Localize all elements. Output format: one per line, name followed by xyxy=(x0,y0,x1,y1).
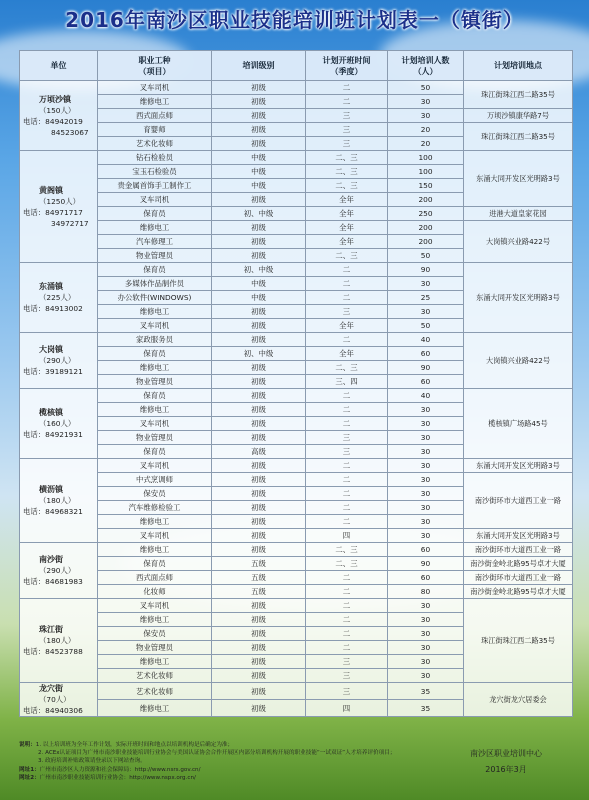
job-cell: 西式面点师 xyxy=(98,109,212,123)
time-cell: 二 xyxy=(306,389,388,403)
count-cell: 60 xyxy=(388,543,464,557)
job-cell: 保安员 xyxy=(98,487,212,501)
web1-link[interactable]: 广州市南沙区人力资源和社会保障局：http://www.nsrs.gov.cn/ xyxy=(39,766,201,773)
level-cell: 五级 xyxy=(212,571,306,585)
unit-name: 大岗镇 xyxy=(39,345,63,354)
time-cell: 全年 xyxy=(306,319,388,333)
time-cell: 全年 xyxy=(306,235,388,249)
location-cell: 南沙街环市大道西工业一路 xyxy=(464,571,573,585)
count-cell: 30 xyxy=(388,599,464,613)
level-cell: 初级 xyxy=(212,655,306,669)
level-cell: 高级 xyxy=(212,445,306,459)
unit-phone: 电话：84971717 xyxy=(23,207,83,217)
unit-phone: 电话：84940306 xyxy=(23,706,83,715)
level-cell: 初级 xyxy=(212,669,306,683)
unit-phone: 电话：84942019 xyxy=(23,116,83,126)
time-cell: 全年 xyxy=(306,221,388,235)
job-cell: 育婴师 xyxy=(98,123,212,137)
count-cell: 90 xyxy=(388,263,464,277)
count-cell: 60 xyxy=(388,571,464,585)
location-cell: 万顷沙镇康华路7号 xyxy=(464,109,573,123)
level-cell: 初级 xyxy=(212,417,306,431)
level-cell: 初级 xyxy=(212,193,306,207)
col-header-count-text: 计划培训人数 （人） xyxy=(401,55,450,76)
level-cell: 初级 xyxy=(212,459,306,473)
location-cell: 南沙街环市大道西工业一路 xyxy=(464,543,573,557)
location-cell: 大岗镇兴业路422号 xyxy=(464,333,573,389)
count-cell: 30 xyxy=(388,613,464,627)
level-cell: 初级 xyxy=(212,305,306,319)
unit-count: （160人） xyxy=(39,419,76,428)
count-cell: 30 xyxy=(388,305,464,319)
level-cell: 中级 xyxy=(212,277,306,291)
notes xyxy=(19,741,419,782)
job-cell: 维修电工 xyxy=(98,515,212,529)
job-cell: 保育员 xyxy=(98,347,212,361)
time-cell: 三、四 xyxy=(306,375,388,389)
level-cell: 初级 xyxy=(212,473,306,487)
job-cell: 维修电工 xyxy=(98,95,212,109)
job-cell: 办公软件(WINDOWS) xyxy=(98,291,212,305)
col-header-count xyxy=(388,51,464,81)
note-line xyxy=(19,741,419,749)
time-cell: 二 xyxy=(306,95,388,109)
level-cell: 初级 xyxy=(212,235,306,249)
time-cell: 二 xyxy=(306,81,388,95)
unit-count: （290人） xyxy=(39,356,76,365)
unit-name: 横沥镇 xyxy=(39,485,63,494)
count-cell: 200 xyxy=(388,193,464,207)
col-header-job-text: 职业工种 （项目） xyxy=(138,55,171,76)
level-cell: 初级 xyxy=(212,95,306,109)
unit-cell xyxy=(20,683,98,717)
job-cell: 西式面点师 xyxy=(98,571,212,585)
level-cell: 初级 xyxy=(212,627,306,641)
time-cell: 二、三 xyxy=(306,249,388,263)
unit-cell xyxy=(20,389,98,459)
time-cell: 全年 xyxy=(306,207,388,221)
count-cell: 20 xyxy=(388,123,464,137)
location-cell: 珠江街珠江西二路35号 xyxy=(464,81,573,109)
level-cell: 初级 xyxy=(212,319,306,333)
count-cell: 50 xyxy=(388,319,464,333)
table-row xyxy=(20,571,573,585)
col-header-location: 计划培训地点 xyxy=(464,51,573,81)
level-cell: 初级 xyxy=(212,361,306,375)
unit-count: （1250人） xyxy=(39,196,80,206)
level-cell: 初级 xyxy=(212,700,306,717)
notes-label: 说明： xyxy=(19,742,36,748)
location-cell: 东涌大同开发区光明路3号 xyxy=(464,529,573,543)
level-cell: 中级 xyxy=(212,179,306,193)
unit-cell xyxy=(20,151,98,263)
level-cell: 初级 xyxy=(212,543,306,557)
level-cell: 中级 xyxy=(212,151,306,165)
time-cell: 四 xyxy=(306,700,388,717)
unit-count: （150人） xyxy=(39,105,76,115)
location-cell: 榄核镇广场路45号 xyxy=(464,389,573,459)
job-cell: 维修电工 xyxy=(98,403,212,417)
count-cell: 200 xyxy=(388,235,464,249)
count-cell: 30 xyxy=(388,627,464,641)
table-row xyxy=(20,543,573,557)
time-cell: 三 xyxy=(306,683,388,700)
unit-phone: 电话：84968321 xyxy=(23,507,83,516)
count-cell: 35 xyxy=(388,700,464,717)
unit-phone-2: 34972717 xyxy=(51,218,89,228)
job-cell: 维修电工 xyxy=(98,543,212,557)
location-cell: 东涌大同开发区光明路3号 xyxy=(464,459,573,473)
level-cell: 初级 xyxy=(212,109,306,123)
job-cell: 叉车司机 xyxy=(98,459,212,473)
time-cell: 三 xyxy=(306,431,388,445)
time-cell: 三 xyxy=(306,305,388,319)
job-cell: 叉车司机 xyxy=(98,529,212,543)
count-cell: 100 xyxy=(388,151,464,165)
footer-date: 2016年3月 xyxy=(485,765,527,774)
job-cell: 艺术化妆师 xyxy=(98,137,212,151)
table-header-row xyxy=(20,51,573,81)
count-cell: 40 xyxy=(388,333,464,347)
unit-cell xyxy=(20,459,98,543)
unit-phone: 电话：84913002 xyxy=(23,304,83,313)
time-cell: 二 xyxy=(306,277,388,291)
level-cell: 初、中级 xyxy=(212,207,306,221)
level-cell: 初级 xyxy=(212,249,306,263)
table-row xyxy=(20,151,573,165)
count-cell: 30 xyxy=(388,445,464,459)
level-cell: 初级 xyxy=(212,123,306,137)
job-cell: 维修电工 xyxy=(98,613,212,627)
time-cell: 二、三 xyxy=(306,543,388,557)
time-cell: 三 xyxy=(306,669,388,683)
count-cell: 90 xyxy=(388,557,464,571)
count-cell: 100 xyxy=(388,165,464,179)
unit-count: （180人） xyxy=(39,496,76,505)
level-cell: 初级 xyxy=(212,613,306,627)
col-header-time-text: 计划开班时间 （季度） xyxy=(322,55,371,76)
web1-label: 网址1： xyxy=(19,766,40,773)
unit-count: （180人） xyxy=(39,636,76,645)
plan-table-body xyxy=(20,81,573,717)
job-cell: 宝玉石检验员 xyxy=(98,165,212,179)
table-row xyxy=(20,599,573,613)
time-cell: 三 xyxy=(306,137,388,151)
count-cell: 30 xyxy=(388,487,464,501)
count-cell: 50 xyxy=(388,81,464,95)
time-cell: 二 xyxy=(306,417,388,431)
unit-phone: 电话：84921931 xyxy=(23,430,83,439)
job-cell: 保育员 xyxy=(98,207,212,221)
time-cell: 三 xyxy=(306,123,388,137)
count-cell: 30 xyxy=(388,95,464,109)
location-cell: 珠江街珠江西二路35号 xyxy=(464,599,573,683)
level-cell: 初级 xyxy=(212,487,306,501)
time-cell: 三 xyxy=(306,655,388,669)
count-cell: 30 xyxy=(388,459,464,473)
time-cell: 二 xyxy=(306,571,388,585)
table-row xyxy=(20,207,573,221)
unit-name: 南沙街 xyxy=(39,555,63,564)
count-cell: 25 xyxy=(388,291,464,305)
time-cell: 二 xyxy=(306,473,388,487)
table-row xyxy=(20,585,573,599)
level-cell: 五级 xyxy=(212,557,306,571)
location-cell: 大岗镇兴业路422号 xyxy=(464,221,573,263)
count-cell: 250 xyxy=(388,207,464,221)
unit-cell xyxy=(20,263,98,333)
time-cell: 二、三 xyxy=(306,557,388,571)
time-cell: 全年 xyxy=(306,347,388,361)
col-header-unit: 单位 xyxy=(20,51,98,81)
note-line xyxy=(19,749,419,757)
time-cell: 二 xyxy=(306,403,388,417)
count-cell: 30 xyxy=(388,277,464,291)
time-cell: 二、三 xyxy=(306,151,388,165)
note-line xyxy=(19,757,419,765)
table-row xyxy=(20,333,573,347)
time-cell: 二 xyxy=(306,459,388,473)
count-cell: 30 xyxy=(388,431,464,445)
level-cell: 中级 xyxy=(212,291,306,305)
location-cell: 进港大道皇家花园 xyxy=(464,207,573,221)
level-cell: 五级 xyxy=(212,585,306,599)
unit-name: 珠江街 xyxy=(39,625,63,634)
level-cell: 初、中级 xyxy=(212,347,306,361)
job-cell: 物业管理员 xyxy=(98,641,212,655)
job-cell: 叉车司机 xyxy=(98,599,212,613)
note-text: 3. 政府培训补贴政策请登录以下网站查询。 xyxy=(38,758,146,765)
location-cell: 南沙街环市大道西工业一路 xyxy=(464,473,573,529)
count-cell: 30 xyxy=(388,669,464,683)
count-cell: 30 xyxy=(388,529,464,543)
unit-count: （290人） xyxy=(39,566,76,575)
job-cell: 保育员 xyxy=(98,445,212,459)
unit-name: 黄阁镇 xyxy=(39,185,63,195)
time-cell: 二 xyxy=(306,641,388,655)
plan-table xyxy=(19,50,573,717)
job-cell: 艺术化妆师 xyxy=(98,669,212,683)
job-cell: 多媒体作品制作员 xyxy=(98,277,212,291)
footer-org: 南沙区职业培训中心 xyxy=(470,749,542,758)
level-cell: 初级 xyxy=(212,529,306,543)
level-cell: 初级 xyxy=(212,81,306,95)
time-cell: 二 xyxy=(306,515,388,529)
level-cell: 初级 xyxy=(212,501,306,515)
job-cell: 贵金属首饰手工制作工 xyxy=(98,179,212,193)
job-cell: 物业管理员 xyxy=(98,375,212,389)
col-header-time xyxy=(306,51,388,81)
job-cell: 保安员 xyxy=(98,627,212,641)
time-cell: 二、三 xyxy=(306,179,388,193)
job-cell: 汽车修理工 xyxy=(98,235,212,249)
job-cell: 叉车司机 xyxy=(98,417,212,431)
count-cell: 30 xyxy=(388,515,464,529)
job-cell: 保育员 xyxy=(98,557,212,571)
page-title: 2016年南沙区职业技能培训班计划表一（镇街） xyxy=(65,8,524,32)
unit-name: 榄核镇 xyxy=(39,408,63,417)
table-row xyxy=(20,81,573,95)
time-cell: 二、三 xyxy=(306,165,388,179)
time-cell: 全年 xyxy=(306,193,388,207)
unit-name: 万顷沙镇 xyxy=(39,94,71,104)
table-row xyxy=(20,473,573,487)
count-cell: 60 xyxy=(388,375,464,389)
unit-phone: 电话：84681983 xyxy=(23,577,83,586)
time-cell: 二 xyxy=(306,599,388,613)
time-cell: 二、三 xyxy=(306,361,388,375)
table-row xyxy=(20,221,573,235)
level-cell: 初级 xyxy=(212,431,306,445)
count-cell: 150 xyxy=(388,179,464,193)
note-text: 1. 以上培训班为全年工作计划，实际开班时间和地点以培训机构是后确定为准； xyxy=(35,742,234,748)
unit-cell xyxy=(20,81,98,151)
count-cell: 200 xyxy=(388,221,464,235)
count-cell: 30 xyxy=(388,655,464,669)
count-cell: 80 xyxy=(388,585,464,599)
unit-cell xyxy=(20,543,98,599)
footer xyxy=(470,746,542,778)
job-cell: 叉车司机 xyxy=(98,193,212,207)
count-cell: 30 xyxy=(388,501,464,515)
note-line xyxy=(19,766,419,774)
time-cell: 二 xyxy=(306,613,388,627)
job-cell: 保育员 xyxy=(98,389,212,403)
job-cell: 家政服务员 xyxy=(98,333,212,347)
job-cell: 维修电工 xyxy=(98,305,212,319)
job-cell: 化妆师 xyxy=(98,585,212,599)
job-cell: 保育员 xyxy=(98,263,212,277)
unit-cell xyxy=(20,599,98,683)
location-cell: 珠江街珠江西二路35号 xyxy=(464,123,573,151)
unit-phone-2: 84523067 xyxy=(51,127,89,137)
table-row xyxy=(20,683,573,700)
time-cell: 三 xyxy=(306,109,388,123)
count-cell: 30 xyxy=(388,403,464,417)
job-cell: 维修电工 xyxy=(98,361,212,375)
count-cell: 20 xyxy=(388,137,464,151)
level-cell: 初、中级 xyxy=(212,263,306,277)
count-cell: 30 xyxy=(388,109,464,123)
count-cell: 30 xyxy=(388,641,464,655)
time-cell: 三 xyxy=(306,445,388,459)
table-row xyxy=(20,109,573,123)
table-row xyxy=(20,459,573,473)
job-cell: 维修电工 xyxy=(98,221,212,235)
time-cell: 二 xyxy=(306,291,388,305)
time-cell: 二 xyxy=(306,263,388,277)
level-cell: 初级 xyxy=(212,515,306,529)
count-cell: 60 xyxy=(388,347,464,361)
note-text: 2. ACEx认证项目为广州市南沙职业技能培训行业协会与美国认证协会合作开展区内部分培训机构开展的职业技能“一试双证”人才培养评价项目； xyxy=(38,750,396,757)
count-cell: 30 xyxy=(388,473,464,487)
col-header-level: 培训级别 xyxy=(212,51,306,81)
level-cell: 初级 xyxy=(212,599,306,613)
level-cell: 初级 xyxy=(212,389,306,403)
table-row xyxy=(20,529,573,543)
job-cell: 叉车司机 xyxy=(98,81,212,95)
level-cell: 初级 xyxy=(212,221,306,235)
unit-phone: 电话：39189121 xyxy=(23,367,83,376)
count-cell: 35 xyxy=(388,683,464,700)
note-line xyxy=(19,774,419,782)
job-cell: 中式烹调师 xyxy=(98,473,212,487)
count-cell: 40 xyxy=(388,389,464,403)
time-cell: 四 xyxy=(306,529,388,543)
unit-name: 东涌镇 xyxy=(39,282,63,291)
location-cell: 南沙街金岭北路95号卓才大厦 xyxy=(464,557,573,571)
col-header-job xyxy=(98,51,212,81)
job-cell: 钻石检验员 xyxy=(98,151,212,165)
level-cell: 初级 xyxy=(212,137,306,151)
level-cell: 初级 xyxy=(212,333,306,347)
time-cell: 二 xyxy=(306,333,388,347)
level-cell: 初级 xyxy=(212,683,306,700)
time-cell: 二 xyxy=(306,627,388,641)
count-cell: 90 xyxy=(388,361,464,375)
location-cell: 东涌大同开发区光明路3号 xyxy=(464,151,573,207)
level-cell: 初级 xyxy=(212,375,306,389)
time-cell: 二 xyxy=(306,487,388,501)
table-row xyxy=(20,263,573,277)
unit-count: （225人） xyxy=(39,293,76,302)
job-cell: 物业管理员 xyxy=(98,431,212,445)
time-cell: 二 xyxy=(306,585,388,599)
unit-count: （70人） xyxy=(39,695,71,704)
count-cell: 50 xyxy=(388,249,464,263)
job-cell: 维修电工 xyxy=(98,700,212,717)
job-cell: 叉车司机 xyxy=(98,319,212,333)
table-row xyxy=(20,123,573,137)
level-cell: 中级 xyxy=(212,165,306,179)
web2-label: 网址2： xyxy=(19,774,40,781)
time-cell: 二 xyxy=(306,501,388,515)
level-cell: 初级 xyxy=(212,403,306,417)
table-row xyxy=(20,557,573,571)
web2-link[interactable]: 广州市南沙职业技能培训行业协会：http://www.nspx.org.cn/ xyxy=(39,774,196,781)
table-row xyxy=(20,389,573,403)
job-cell: 维修电工 xyxy=(98,655,212,669)
unit-phone: 电话：84523788 xyxy=(23,647,83,656)
unit-name: 龙穴街 xyxy=(39,684,63,693)
count-cell: 30 xyxy=(388,417,464,431)
job-cell: 物业管理员 xyxy=(98,249,212,263)
location-cell: 龙穴街龙穴居委会 xyxy=(464,683,573,717)
location-cell: 南沙街金岭北路95号卓才大厦 xyxy=(464,585,573,599)
level-cell: 初级 xyxy=(212,641,306,655)
unit-cell xyxy=(20,333,98,389)
location-cell: 东涌大同开发区光明路3号 xyxy=(464,263,573,333)
job-cell: 艺术化妆师 xyxy=(98,683,212,700)
job-cell: 汽车维修检验工 xyxy=(98,501,212,515)
